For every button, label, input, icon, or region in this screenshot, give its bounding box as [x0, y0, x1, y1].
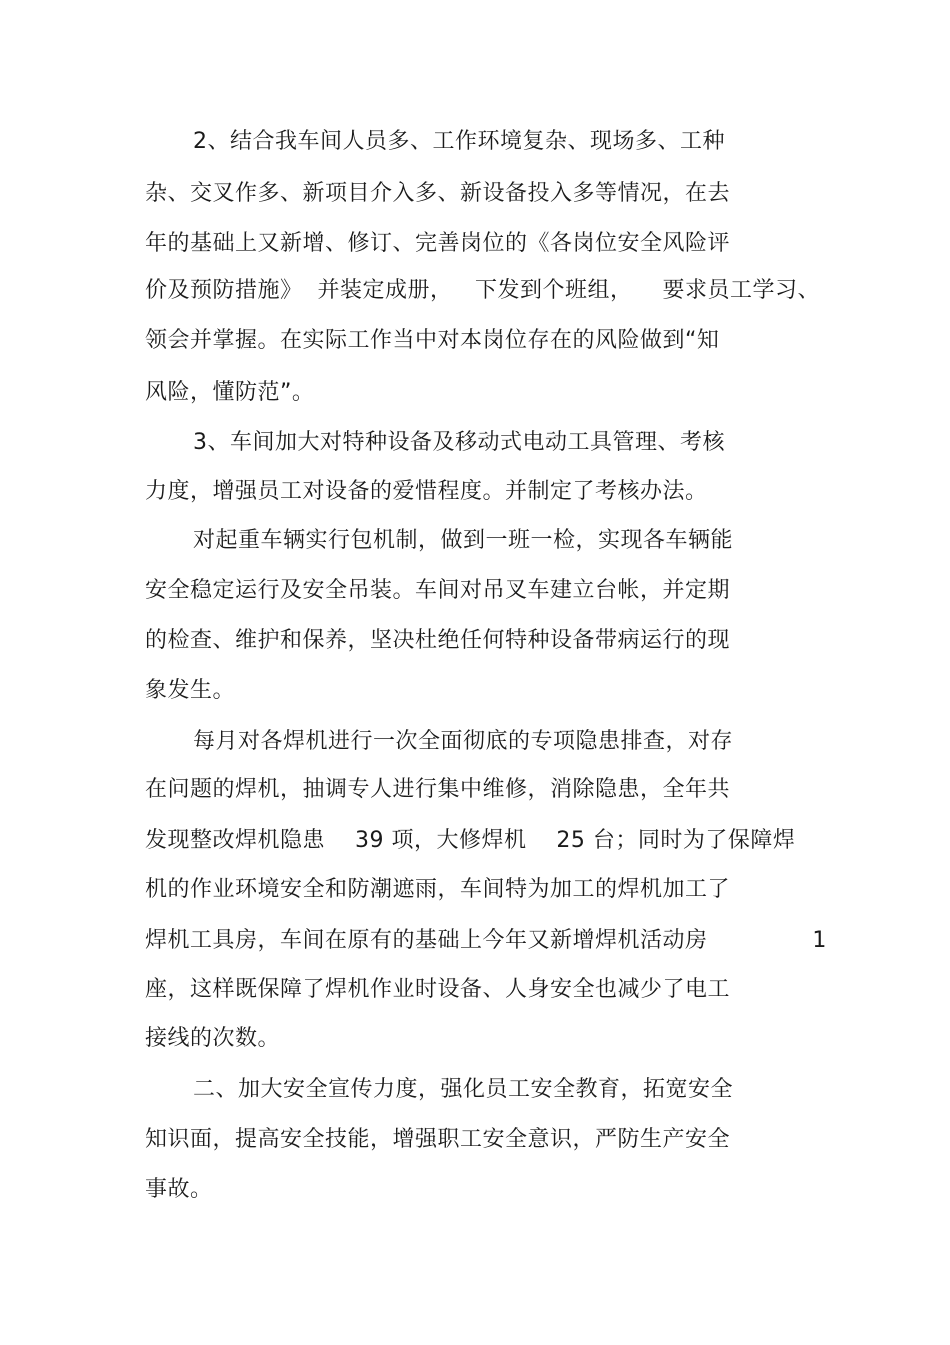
- text-line: 每月对各焊机进行一次全面彻底的专项隐患排查，对存: [193, 729, 734, 754]
- text-line: 焊机工具房，车间在原有的基础上今年又新增焊机活动房 1: [145, 928, 827, 953]
- text-line: 力度，增强员工对设备的爱惜程度。并制定了考核办法。: [145, 479, 708, 504]
- text-line: 杂、交叉作多、新项目介入多、新设备投入多等情况，在去: [145, 181, 731, 206]
- text-line: 2、结合我车间人员多、工作环境复杂、现场多、工种: [193, 129, 725, 154]
- text-line: 座，这样既保障了焊机作业时设备、人身安全也减少了电工: [145, 977, 731, 1002]
- text-line: 的检查、维护和保养，坚决杜绝任何特种设备带病运行的现: [145, 628, 731, 653]
- text-line: 价及预防措施》 并装定成册， 下发到个班组， 要求员工学习、: [145, 278, 820, 303]
- text-line: 机的作业环境安全和防潮遮雨，车间特为加工的焊机加工了: [145, 877, 731, 902]
- text-line: 接线的次数。: [145, 1026, 281, 1051]
- text-line: 象发生。: [145, 678, 236, 703]
- text-line: 安全稳定运行及安全吊装。车间对吊叉车建立台帐，并定期: [145, 578, 731, 603]
- text-line: 知识面，提高安全技能，增强职工安全意识，严防生产安全: [145, 1127, 731, 1152]
- text-line: 对起重车辆实行包机制，做到一班一检，实现各车辆能: [193, 528, 734, 553]
- text-line: 事故。: [145, 1177, 213, 1202]
- text-line: 年的基础上又新增、修订、完善岗位的《各岗位安全风险评: [145, 231, 731, 256]
- text-line: 发现整改焊机隐患 39 项，大修焊机 25 台；同时为了保障焊: [145, 828, 796, 853]
- text-line: 3、车间加大对特种设备及移动式电动工具管理、考核: [193, 430, 725, 455]
- text-line: 在问题的焊机，抽调专人进行集中维修，消除隐患，全年共: [145, 777, 731, 802]
- text-line: 风险，懂防范”。: [145, 380, 315, 405]
- text-line: 二、加大安全宣传力度，强化员工安全教育，拓宽安全: [193, 1077, 734, 1102]
- text-line: 领会并掌握。在实际工作当中对本岗位存在的风险做到“知: [145, 328, 720, 353]
